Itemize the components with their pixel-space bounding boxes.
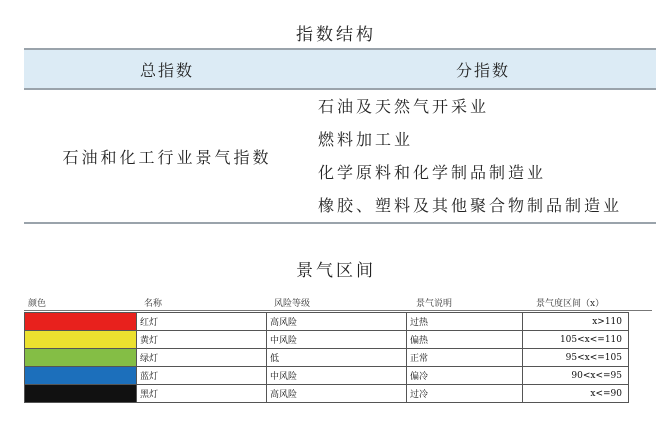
risk-level: 中风险 bbox=[267, 331, 407, 349]
climate-range: 105<x<=110 bbox=[523, 331, 629, 349]
structure-body-row bbox=[24, 90, 656, 222]
climate-desc: 偏热 bbox=[407, 331, 523, 349]
climate-desc: 过冷 bbox=[407, 385, 523, 403]
light-name: 蓝灯 bbox=[137, 367, 267, 385]
table-row bbox=[25, 385, 629, 403]
climate-desc: 偏冷 bbox=[407, 367, 523, 385]
color-swatch bbox=[25, 313, 137, 331]
sub-index-item: 燃料加工业 bbox=[318, 130, 414, 149]
table-row bbox=[25, 331, 629, 349]
risk-level: 中风险 bbox=[267, 367, 407, 385]
ranges-table bbox=[24, 312, 629, 403]
risk-level: 高风险 bbox=[267, 385, 407, 403]
sub-index-item: 石油及天然气开采业 bbox=[318, 97, 490, 116]
color-swatch bbox=[25, 385, 137, 403]
climate-range: 95<x<=105 bbox=[523, 349, 629, 367]
ranges-header-row bbox=[24, 294, 652, 311]
table-row bbox=[25, 349, 629, 367]
structure-header-row bbox=[24, 50, 656, 90]
structure-title: 指数结构 bbox=[296, 25, 376, 45]
ranges-title: 景气区间 bbox=[296, 261, 376, 281]
header-total-index: 总指数 bbox=[139, 60, 194, 80]
sub-index-item: 橡胶、塑料及其他聚合物制品制造业 bbox=[318, 196, 623, 215]
climate-desc: 过热 bbox=[407, 313, 523, 331]
sub-index-item: 化学原料和化学制品制造业 bbox=[318, 163, 547, 182]
climate-range: x>110 bbox=[523, 313, 629, 331]
light-name: 黑灯 bbox=[137, 385, 267, 403]
color-swatch bbox=[25, 331, 137, 349]
color-swatch bbox=[25, 367, 137, 385]
total-index-cell: 石油和化工行业景气指数 bbox=[62, 147, 272, 167]
sub-index-list bbox=[310, 90, 656, 222]
risk-level: 低 bbox=[267, 349, 407, 367]
header-sub-index: 分指数 bbox=[455, 60, 510, 80]
light-name: 绿灯 bbox=[137, 349, 267, 367]
climate-range: x<=90 bbox=[523, 385, 629, 403]
header-desc: 景气说明 bbox=[416, 299, 453, 309]
light-name: 黄灯 bbox=[137, 331, 267, 349]
header-color: 颜色 bbox=[28, 299, 47, 309]
header-name: 名称 bbox=[144, 299, 163, 309]
climate-range: 90<x<=95 bbox=[523, 367, 629, 385]
color-swatch bbox=[25, 349, 137, 367]
climate-desc: 正常 bbox=[407, 349, 523, 367]
table-row bbox=[25, 367, 629, 385]
header-range: 景气度区间（x） bbox=[536, 299, 605, 309]
table-row bbox=[25, 313, 629, 331]
header-risk: 风险等级 bbox=[274, 299, 311, 309]
index-structure-table bbox=[24, 48, 656, 224]
light-name: 红灯 bbox=[137, 313, 267, 331]
risk-level: 高风险 bbox=[267, 313, 407, 331]
